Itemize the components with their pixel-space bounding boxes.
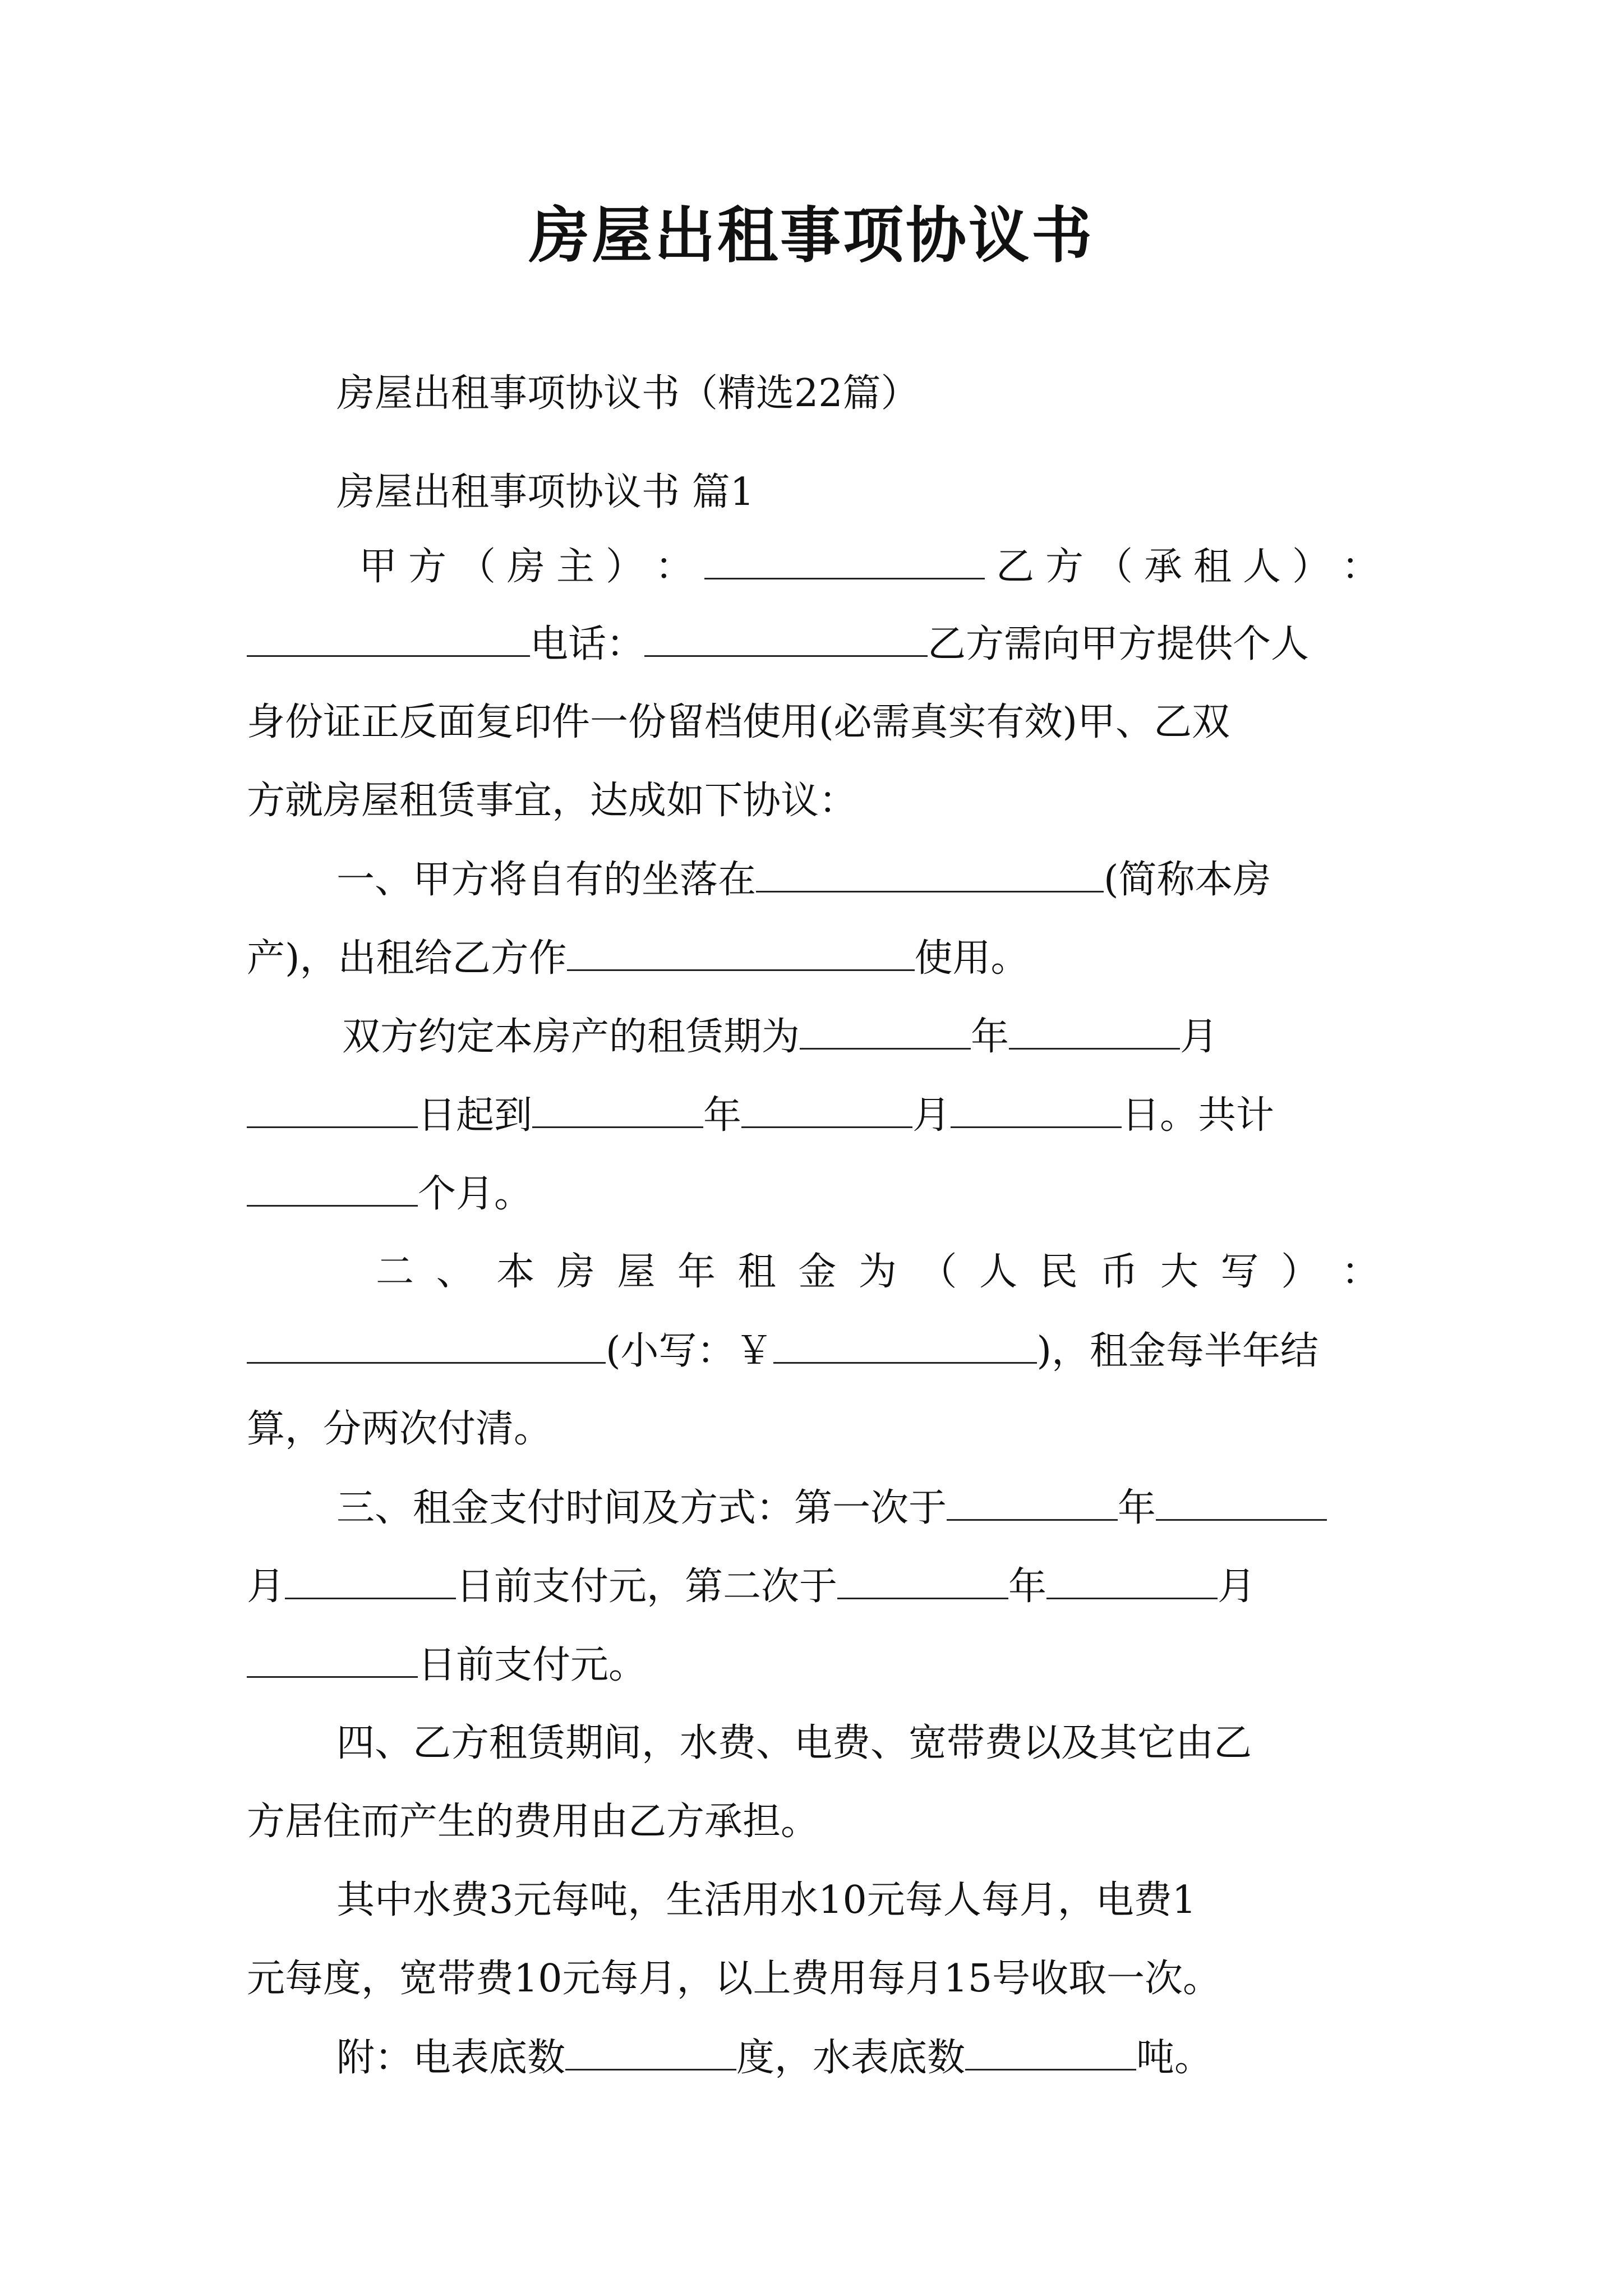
phone-line [247, 616, 1309, 673]
clause-1-text: 一、甲方将自有的坐落在 [336, 858, 757, 902]
clause-2-char: 大 [1160, 1250, 1198, 1294]
clause-2-char: ） [1281, 1250, 1320, 1294]
lease-term-text: 年 [703, 1093, 742, 1138]
clause-2-char: 币 [1100, 1250, 1138, 1294]
clause-2-char: ： [1341, 1250, 1380, 1294]
clause-1-text: (简称本房 [1104, 858, 1271, 902]
clause-1 [336, 852, 1271, 908]
clause-3-text: 年 [1118, 1486, 1156, 1530]
party-char: 方 [408, 545, 447, 589]
party-char: 方 [1045, 545, 1083, 589]
subtitle: 房屋出租事项协议书（精选22篇） [336, 371, 919, 416]
clause-2-text: )，租金每半年结 [1036, 1329, 1319, 1373]
meter-readings [336, 2030, 1212, 2086]
clause-3-cont [247, 1637, 647, 1694]
month-blank [1156, 1480, 1327, 1521]
clause-2-char: 、 [436, 1250, 474, 1294]
fees-detail-cont: 元每度，宽带费10元每月，以上费用每月15号收取一次。 [247, 1957, 1221, 2001]
party-char: 乙 [995, 545, 1034, 589]
clause-3-text: 日前支付元。 [418, 1643, 647, 1687]
usage-blank [567, 930, 915, 971]
year-blank [532, 1087, 703, 1128]
clause-2-char: 二 [376, 1250, 414, 1294]
lease-term-text: 双方约定本房产的租赁期为 [342, 1015, 800, 1059]
year-blank [947, 1480, 1118, 1521]
party-char: 主 [556, 545, 595, 589]
section-heading: 房屋出租事项协议书 篇1 [336, 470, 754, 514]
clause-1-cont [247, 930, 1029, 987]
id-requirement: 乙方需向甲方提供个人 [928, 622, 1310, 666]
rent-amount-blank [773, 1323, 1037, 1364]
lease-term-cont [247, 1087, 1274, 1144]
party-char: 甲 [359, 545, 398, 589]
body-text: 算，分两次付清。 [247, 1407, 552, 1451]
lease-term-text: 月 [1180, 1015, 1219, 1059]
clause-2-cont [247, 1323, 1318, 1379]
water-meter-blank [965, 2030, 1136, 2070]
month-blank [1046, 1558, 1218, 1599]
clause-1-text: 产)，出租给乙方作 [247, 936, 567, 981]
party-char: ） [606, 545, 644, 589]
clause-3-text: 年 [1008, 1565, 1047, 1609]
clause-2-char: 人 [979, 1250, 1018, 1294]
body-text: 方就房屋租赁事宜，达成如下协议： [247, 779, 857, 823]
party-line [359, 539, 1380, 595]
clause-3 [336, 1480, 1327, 1536]
lease-term-text: 个月。 [418, 1172, 533, 1216]
lease-term-text: 月 [912, 1093, 951, 1138]
clause-3-text: 三、租金支付时间及方式：第一次于 [336, 1486, 947, 1530]
clause-2 [376, 1244, 1380, 1300]
month-blank [741, 1087, 912, 1128]
clause-2-char: 金 [798, 1250, 837, 1294]
clause-3-text: 月 [1218, 1565, 1256, 1609]
meter-text: 吨。 [1136, 2036, 1213, 2080]
clause-3-cont [247, 1558, 1256, 1615]
party-char: ） [1292, 545, 1330, 589]
rent-uppercase-blank [247, 1323, 606, 1364]
phone-blank [644, 616, 928, 657]
day-blank [247, 1087, 418, 1128]
party-char: ： [1341, 545, 1380, 589]
clause-2-char: 本 [496, 1250, 535, 1294]
fees-detail: 其中水费3元每吨，生活用水10元每人每月，电费1 [336, 1878, 1197, 1922]
clause-1-text: 使用。 [914, 936, 1029, 981]
clause-2-char: （ [919, 1250, 957, 1294]
electric-meter-blank [565, 2030, 736, 2070]
clause-4: 四、乙方租赁期间，水费、电费、宽带费以及其它由乙 [336, 1721, 1252, 1765]
clause-2-char: 民 [1039, 1250, 1078, 1294]
lease-term-cont [247, 1166, 532, 1222]
lease-term-text: 日。共计 [1122, 1093, 1275, 1138]
clause-2-char: 写 [1220, 1250, 1259, 1294]
clause-4-cont: 方居住而产生的费用由乙方承担。 [247, 1800, 819, 1844]
party-char: 人 [1242, 545, 1281, 589]
month-blank [1009, 1009, 1180, 1050]
lease-term-text: 年 [971, 1015, 1009, 1059]
lease-term-text: 日起到 [418, 1093, 533, 1138]
phone-label: 电话： [530, 622, 645, 666]
party-char: 租 [1193, 545, 1232, 589]
party-char: ： [655, 545, 694, 589]
address-blank [756, 852, 1104, 892]
party-char: 承 [1144, 545, 1182, 589]
landlord-blank [704, 539, 985, 579]
clause-2-char: 为 [858, 1250, 897, 1294]
clause-3-text: 日前支付元，第二次于 [456, 1565, 838, 1609]
document-title: 房屋出租事项协议书 [528, 200, 1094, 271]
body-text: 身份证正反面复印件一份留档使用(必需真实有效)甲、乙双 [247, 700, 1230, 744]
party-char: 房 [507, 545, 546, 589]
clause-2-char: 屋 [617, 1250, 656, 1294]
tenant-blank [247, 616, 530, 657]
party-char: （ [458, 545, 496, 589]
year-blank [800, 1009, 971, 1050]
clause-2-char: 房 [556, 1250, 595, 1294]
day-blank [285, 1558, 456, 1599]
clause-2-char: 年 [677, 1250, 716, 1294]
clause-2-char: 租 [737, 1250, 776, 1294]
party-char: （ [1094, 545, 1133, 589]
lease-term [342, 1009, 1218, 1065]
meter-text: 度，水表底数 [736, 2036, 966, 2080]
months-blank [247, 1166, 418, 1207]
meter-text: 附：电表底数 [336, 2036, 566, 2080]
day-blank [951, 1087, 1122, 1128]
day-blank [247, 1637, 418, 1678]
clause-3-text: 月 [247, 1565, 285, 1609]
year-blank [837, 1558, 1008, 1599]
clause-2-text: (小写：￥ [606, 1329, 773, 1373]
